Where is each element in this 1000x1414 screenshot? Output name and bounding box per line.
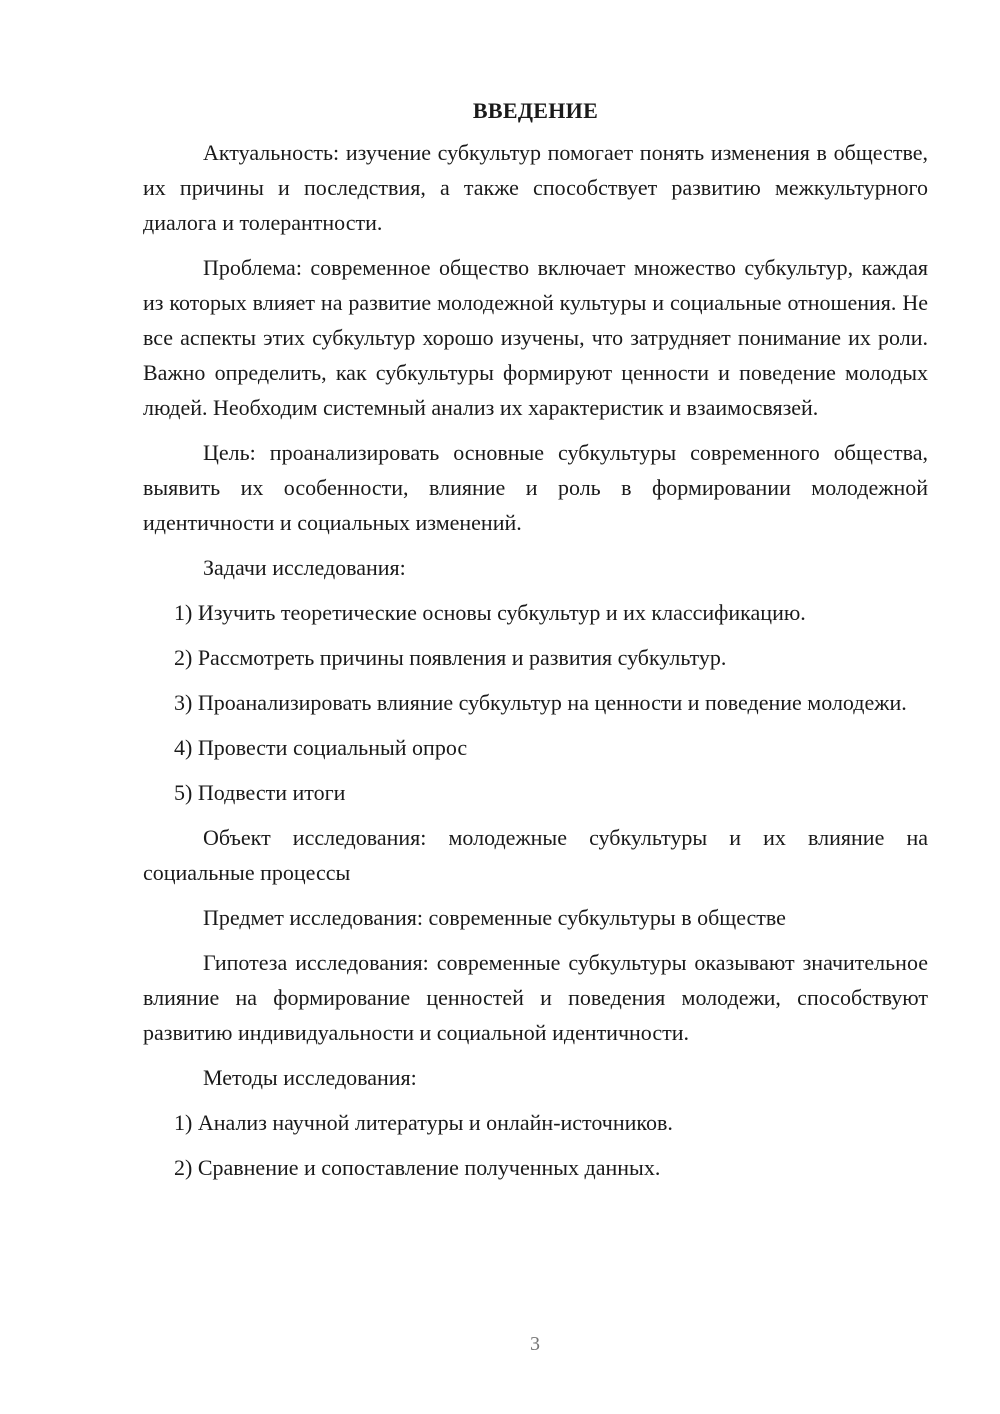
paragraph-problem: Проблема: современное общество включает множество субкультур, каждая из которых влияет на развитие молодежной культуры и социальные отношения. Не все аспекты этих субкультур хорошо изучены, что затрудняет понимание их роли. Важно определить, как субкультуры формируют ценности и поведение молодых людей. Необходим системный анализ их характеристик и взаимосвязей.	[143, 255, 928, 420]
list-item-task-3: 3) Проанализировать влияние субкультур на ценности и поведение молодежи.	[174, 690, 907, 715]
paragraph-methods-heading: Методы исследования:	[203, 1065, 417, 1090]
paragraph-subject: Предмет исследования: современные субкультуры в обществе	[203, 905, 786, 930]
list-item-task-4: 4) Провести социальный опрос	[174, 735, 468, 760]
section-title: ВВЕДЕНИЕ	[472, 98, 599, 123]
list-item-method-1: 1) Анализ научной литературы и онлайн-источников.	[174, 1110, 673, 1135]
paragraph-hypothesis: Гипотеза исследования: современные субкультуры оказывают значительное влияние на формирование ценностей и поведения молодежи, способствуют развитию индивидуальности и социальной идентичности.	[143, 950, 928, 1045]
list-item-task-1: 1) Изучить теоретические основы субкультур и их классификацию.	[174, 600, 806, 625]
paragraph-tasks-heading: Задачи исследования:	[203, 555, 406, 580]
page-content	[143, 96, 928, 1195]
list-item-task-2: 2) Рассмотреть причины появления и развития субкультур.	[174, 645, 727, 670]
list-item-task-5: 5) Подвести итоги	[174, 780, 346, 805]
paragraph-relevance: Актуальность: изучение субкультур помогает понять изменения в обществе, их причины и последствия, а также способствует развитию межкультурного диалога и толерантности.	[143, 140, 928, 235]
list-item-method-2: 2) Сравнение и сопоставление полученных данных.	[174, 1155, 661, 1180]
paragraph-goal: Цель: проанализировать основные субкультуры современного общества, выявить их особенности, влияние и роль в формировании молодежной идентичности и социальных изменений.	[143, 440, 928, 535]
paragraph-object: Объект исследования: молодежные субкультуры и их влияние на социальные процессы	[143, 825, 928, 885]
page-number: 3	[530, 1333, 540, 1355]
